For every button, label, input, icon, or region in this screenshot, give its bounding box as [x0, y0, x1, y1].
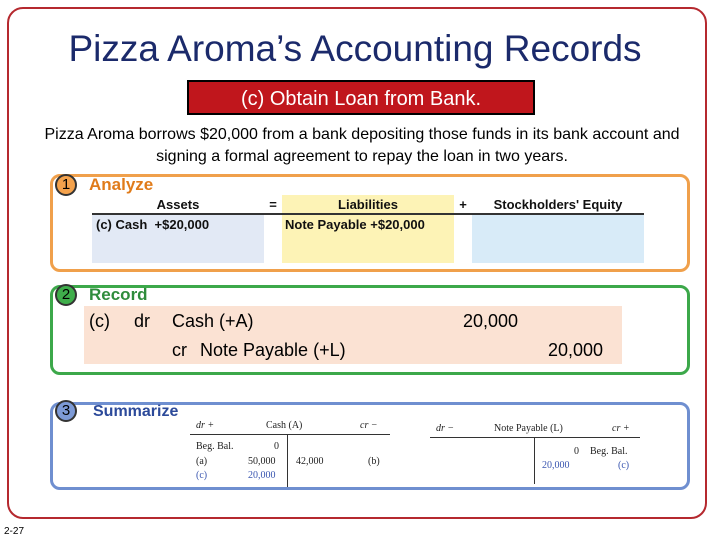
note-c-value: 20,000 [542, 460, 570, 471]
cash-vertical-rule [287, 434, 288, 487]
cash-c-value: 20,000 [248, 470, 276, 481]
step-3-badge: 3 [55, 400, 77, 422]
assets-header: Assets [156, 197, 200, 212]
note-cr-heading: cr + [612, 423, 630, 434]
slide-title: Pizza Aroma’s Accounting Records [68, 28, 642, 69]
journal-credit-amount: 20,000 [548, 340, 604, 360]
cash-t-account [190, 415, 390, 487]
summarize-label: Summarize [93, 403, 179, 420]
liabilities-header: Liabilities [338, 197, 398, 212]
note-beg-value: 0 [574, 446, 579, 457]
equation-header-rule [92, 213, 644, 215]
cash-dr-heading: dr + [196, 420, 215, 431]
journal-ref: (c) [89, 311, 110, 331]
cash-beg-label: Beg. Bal. [196, 441, 234, 452]
cash-a-value: 50,000 [248, 456, 276, 467]
record-label: Record [89, 285, 148, 304]
journal-cr: cr [172, 340, 187, 360]
note-payable-t-account [430, 418, 640, 484]
liabilities-entry: Note Payable +$20,000 [285, 217, 425, 232]
cash-c-ref: (c) [196, 470, 208, 481]
assets-entry: (c) Cash +$20,000 [96, 217, 210, 232]
cash-b-value: 42,000 [296, 456, 324, 467]
slide-number: 2-27 [4, 526, 25, 537]
journal-dr: dr [134, 311, 151, 331]
equity-header: Stockholders' Equity [493, 197, 623, 212]
cash-cr-heading: cr − [360, 420, 378, 431]
journal-debit-account: Cash (+A) [172, 311, 254, 331]
transaction-description: Pizza Aroma borrows $20,000 from a bank depositing those funds in its bank account and signing a formal agreement to repay the loan in two years. [44, 126, 680, 165]
cash-horizontal-rule [190, 434, 390, 435]
equals-sign: = [269, 197, 277, 212]
note-account-title: Note Payable (L) [494, 423, 563, 434]
journal-entry-box [84, 306, 622, 364]
equity-column-bg [472, 213, 644, 263]
journal-credit-account: Note Payable (+L) [200, 340, 346, 360]
step-2-badge: 2 [55, 284, 77, 306]
note-horizontal-rule [430, 437, 640, 438]
journal-debit-amount: 20,000 [463, 311, 519, 331]
note-c-ref: (c) [618, 460, 630, 471]
cash-b-ref: (b) [368, 456, 380, 467]
step-1-badge: 1 [55, 174, 77, 196]
note-dr-heading: dr − [436, 423, 455, 434]
note-beg-label: Beg. Bal. [590, 446, 628, 457]
note-vertical-rule [534, 437, 535, 484]
cash-account-title: Cash (A) [266, 420, 303, 431]
cash-beg-value: 0 [274, 441, 279, 452]
cash-a-ref: (a) [196, 456, 208, 467]
plus-sign: + [459, 197, 467, 212]
analyze-label: Analyze [89, 175, 154, 194]
transaction-banner: (c) Obtain Loan from Bank. [187, 80, 535, 115]
